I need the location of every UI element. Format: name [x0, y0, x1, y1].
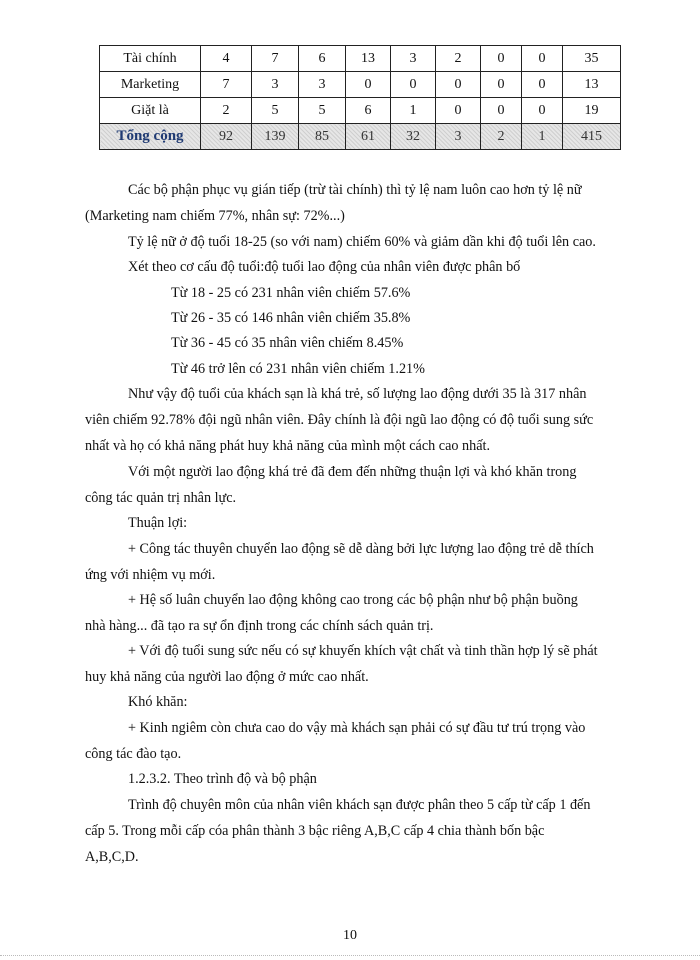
table-cell: 139 — [252, 124, 299, 150]
page-number: 10 — [343, 928, 357, 943]
table-cell: 0 — [522, 72, 563, 98]
table-cell-dept: Marketing — [100, 72, 201, 98]
age-list-item: Từ 36 - 45 có 35 nhân viên chiếm 8.45% — [171, 335, 404, 351]
table-cell: 85 — [299, 124, 346, 150]
paragraph-line: cấp 5. Trong mỗi cấp cóa phân thành 3 bậc riêng A,B,C cấp 4 chia thành bốn bậc — [85, 823, 545, 839]
staff-table — [99, 45, 621, 150]
difficulties-heading: Khó khăn: — [128, 694, 188, 710]
table-row — [100, 72, 621, 98]
table-cell-dept: Giặt là — [100, 98, 201, 124]
table-cell-total: 19 — [563, 98, 621, 124]
paragraph-line: nhất và họ có khả năng phát huy khả năng của mình một cách cao nhất. — [85, 438, 491, 454]
table-cell-total: 415 — [563, 124, 621, 150]
section-heading: 1.2.3.2. Theo trình độ và bộ phận — [128, 771, 317, 787]
table-cell: 2 — [436, 46, 481, 72]
table-cell: 0 — [481, 98, 522, 124]
paragraph-line: Các bộ phận phục vụ gián tiếp (trừ tài chính) thì tỷ lệ nam luôn cao hơn tỷ lệ nữ — [128, 182, 582, 198]
table-cell: 61 — [346, 124, 391, 150]
table-cell: 0 — [391, 72, 436, 98]
paragraph-line: + Hệ số luân chuyển lao động không cao trong các bộ phận như bộ phận buồng — [128, 592, 578, 608]
table-cell: 5 — [252, 98, 299, 124]
table-cell: 1 — [391, 98, 436, 124]
table-cell-total: 35 — [563, 46, 621, 72]
paragraph-line: nhà hàng... đã tạo ra sự ổn định trong các chính sách quản trị. — [85, 618, 434, 634]
table-cell: 3 — [252, 72, 299, 98]
table-cell-dept: Tài chính — [100, 46, 201, 72]
table-cell: 3 — [391, 46, 436, 72]
paragraph-line: Với một người lao động khá trẻ đã đem đến những thuận lợi và khó khăn trong — [128, 464, 577, 480]
table-cell: 3 — [299, 72, 346, 98]
table-cell: 13 — [346, 46, 391, 72]
footer-divider — [0, 955, 700, 956]
table-cell: 0 — [436, 72, 481, 98]
table-cell: 7 — [252, 46, 299, 72]
paragraph-line: + Công tác thuyên chuyển lao động sẽ dễ dàng bởi lực lượng lao động trẻ dễ thích — [128, 541, 594, 557]
paragraph-line: công tác đào tạo. — [85, 746, 182, 762]
table-cell-dept: Tổng cộng — [100, 124, 201, 150]
paragraph-line: huy khả năng của người lao động ở mức cao nhất. — [85, 669, 369, 685]
paragraph-line: A,B,C,D. — [85, 849, 139, 865]
table-cell: 2 — [481, 124, 522, 150]
paragraph-line: + Kinh ngiêm còn chưa cao do vậy mà khách sạn phải có sự đầu tư trú trọng vào — [128, 720, 586, 736]
paragraph-line: + Với độ tuổi sung sức nếu có sự khuyến khích vật chất và tinh thần hợp lý sẽ phát — [128, 643, 598, 659]
table-cell: 6 — [346, 98, 391, 124]
table-cell: 0 — [436, 98, 481, 124]
table-cell: 0 — [522, 98, 563, 124]
paragraph-line: ứng với nhiệm vụ mới. — [85, 567, 216, 583]
paragraph-line: Tỷ lệ nữ ở độ tuổi 18-25 (so với nam) chiếm 60% và giảm dần khi độ tuổi lên cao. — [128, 234, 596, 250]
table-cell: 5 — [299, 98, 346, 124]
table-cell: 4 — [201, 46, 252, 72]
table-cell: 2 — [201, 98, 252, 124]
table-cell: 92 — [201, 124, 252, 150]
paragraph-line: Như vậy độ tuổi của khách sạn là khá trẻ, số lượng lao động dưới 35 là 317 nhân — [128, 386, 587, 402]
table-cell: 32 — [391, 124, 436, 150]
paragraph-line: công tác quản trị nhân lực. — [85, 490, 237, 506]
table-total-row — [100, 124, 621, 150]
table-cell: 0 — [346, 72, 391, 98]
advantages-heading: Thuận lợi: — [128, 515, 188, 531]
age-list-item: Từ 46 trở lên có 231 nhân viên chiếm 1.21% — [171, 361, 425, 377]
table-cell: 0 — [481, 46, 522, 72]
table-cell: 6 — [299, 46, 346, 72]
age-list-item: Từ 26 - 35 có 146 nhân viên chiếm 35.8% — [171, 310, 411, 326]
paragraph-line: Trình độ chuyên môn của nhân viên khách sạn được phân theo 5 cấp từ cấp 1 đến — [128, 797, 591, 813]
table-cell: 0 — [522, 46, 563, 72]
paragraph-line: Xét theo cơ cấu độ tuổi:độ tuổi lao động của nhân viên được phân bố — [128, 259, 521, 275]
table-cell: 1 — [522, 124, 563, 150]
paragraph-line: (Marketing nam chiếm 77%, nhân sự: 72%...) — [85, 208, 345, 224]
table-cell: 7 — [201, 72, 252, 98]
table-row — [100, 98, 621, 124]
table-cell: 0 — [481, 72, 522, 98]
paragraph-line: viên chiếm 92.78% đội ngũ nhân viên. Đây chính là đội ngũ lao động có độ tuổi sung sức — [85, 412, 594, 428]
table-row — [100, 46, 621, 72]
age-list-item: Từ 18 - 25 có 231 nhân viên chiếm 57.6% — [171, 285, 411, 301]
table-cell: 3 — [436, 124, 481, 150]
table-cell-total: 13 — [563, 72, 621, 98]
